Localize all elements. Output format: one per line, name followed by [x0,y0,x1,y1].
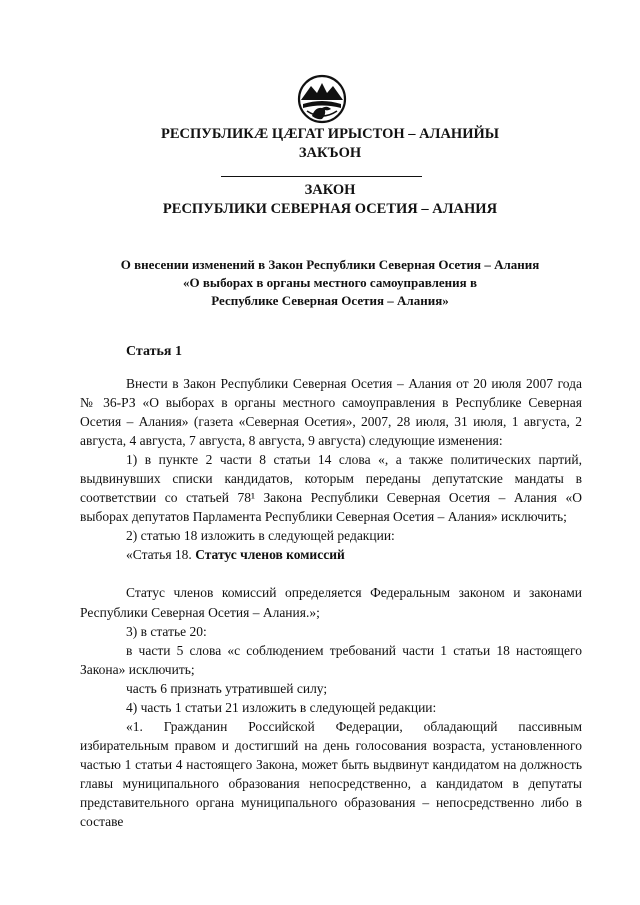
article-18-text: Статус членов комиссий определяется Федеральным законом и законами Республики Северная Осетия – Алания.»; [80,585,582,620]
coat-of-arms-emblem [297,74,347,124]
item-3-paragraph: 3) в статье 20: [126,623,207,639]
item-3a-paragraph: в части 5 слова «с соблюдением требований части 1 статьи 18 настоящего Закона» исключить; [80,642,582,677]
header-ossetian-law: ЗАКЪОН [298,145,362,161]
header-ossetian-republic: РЕСПУБЛИКÆ ЦÆГАТ ИРЫСТОН – АЛАНИЙЫ [161,126,499,142]
header-republic: РЕСПУБЛИКИ СЕВЕРНАЯ ОСЕТИЯ – АЛАНИЯ [162,201,498,217]
item-3b-paragraph: часть 6 признать утратившей силу; [126,680,328,696]
header-law: ЗАКОН [304,182,356,198]
article-18-quote [80,545,582,564]
title-line-2: «О выборах в органы местного самоуправления в [183,275,477,290]
intro-paragraph: Внести в Закон Республики Северная Осетия – Алания от 20 июля 2007 года № 36-РЗ «О выборах в органы местного самоуправления в Республике Северная Осетия – Алания» (газета «Северная Осетия», 2007, 28 июля, 31 июля, 1 августа, 2 августа, 4 августа, 7 августа, 8 августа, 9 августа) следующие изменения: [80,376,582,449]
document-body [80,374,582,831]
paragraph-gap [80,564,582,583]
document-title [80,256,580,310]
header-divider [221,176,422,177]
article-18-prefix: «Статья 18. [126,547,196,563]
item-2-paragraph: 2) статью 18 изложить в следующей редакции: [126,528,395,544]
article-18-title: Статус членов комиссий [195,547,345,563]
item-4-paragraph: 4) часть 1 статьи 21 изложить в следующей редакции: [126,699,437,715]
title-line-1: О внесении изменений в Закон Республики Северная Осетия – Алания [120,257,540,272]
title-line-3: Республике Северная Осетия – Алания» [211,293,449,308]
item-4-text: «1. Гражданин Российской Федерации, обладающий пассивным избирательным правом и достигший на день голосования возраста, установленного частью 1 статьи 4 настоящего Закона, может быть выдвинут кандидатом на должность главы муниципального образования непосредственно, а кандидатом в депутаты представительного органа муниципального образования – непосредственно либо в составе [80,718,582,830]
item-1-paragraph: 1) в пункте 2 части 8 статьи 14 слова «, а также политических партий, выдвинувших списки кандидатов, которым переданы депутатские мандаты в соответствии со статьей 78¹ Закона Республики Северная Осетия – Алания «О выборах депутатов Парламента Республики Северная Осетия – Алания» исключить; [80,452,582,525]
article-heading: Статья 1 [126,344,182,359]
